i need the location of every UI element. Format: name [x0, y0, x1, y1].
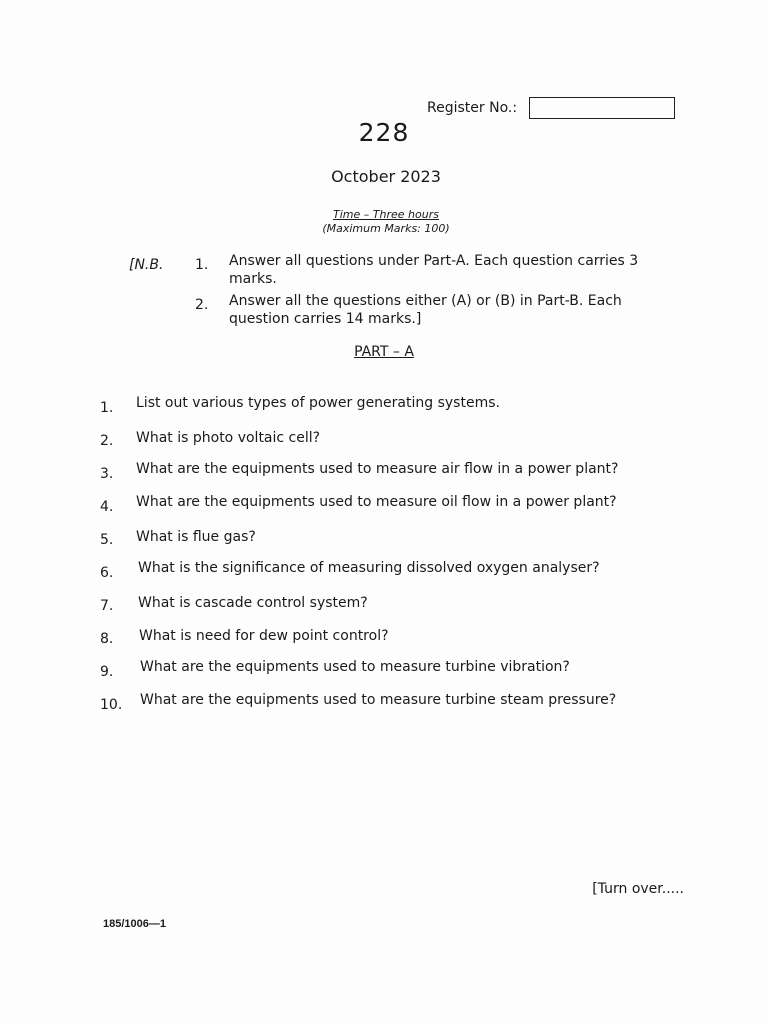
question-text: What is need for dew point control?: [139, 628, 389, 644]
question-text: What are the equipments used to measure oil flow in a power plant?: [136, 494, 617, 510]
question-text: What are the equipments used to measure turbine steam pressure?: [140, 692, 617, 708]
question-number: 3.: [100, 466, 114, 482]
question-number: 5.: [100, 532, 114, 548]
question-item: [100, 527, 700, 547]
question-text: What is cascade control system?: [138, 595, 368, 611]
part-a-heading: PART – A: [354, 344, 414, 360]
register-number-box[interactable]: [529, 97, 675, 119]
question-number: 9.: [100, 664, 114, 680]
question-item: [100, 593, 700, 613]
question-item: [100, 395, 700, 415]
instruction-number: 2.: [195, 297, 209, 313]
question-item: [100, 560, 700, 580]
question-number: 4.: [100, 499, 114, 515]
question-number: 1.: [100, 400, 114, 416]
maximum-marks: (Maximum Marks: 100): [322, 222, 450, 235]
question-text: What are the equipments used to measure air flow in a power plant?: [136, 461, 619, 477]
instruction-number: 1.: [195, 257, 209, 273]
register-number-label: Register No.:: [427, 100, 518, 116]
question-number: 7.: [100, 598, 114, 614]
exam-code-text: 228: [358, 118, 410, 147]
register-number-block: [427, 97, 675, 119]
exam-date: October 2023: [331, 167, 441, 186]
question-text: What is flue gas?: [136, 529, 256, 545]
exam-code: [0, 118, 768, 147]
question-text: List out various types of power generating systems.: [136, 395, 500, 411]
question-text: What are the equipments used to measure turbine vibration?: [140, 659, 570, 675]
question-item: [100, 659, 700, 679]
question-item: [100, 692, 700, 712]
question-text: What is photo voltaic cell?: [136, 430, 321, 446]
question-number: 2.: [100, 433, 114, 449]
time-duration: Time – Three hours: [333, 208, 439, 221]
question-item: [100, 626, 700, 646]
instruction-text: Answer all the questions either (A) or (B) in Part-B. Each question carries 14 marks.]: [229, 293, 622, 327]
time-block: [0, 208, 768, 236]
question-number: 10.: [100, 697, 123, 713]
question-item: [100, 428, 700, 448]
question-number: 6.: [100, 565, 114, 581]
nb-label: [N.B.: [129, 257, 164, 273]
question-item: [100, 461, 700, 481]
question-text: What is the significance of measuring dissolved oxygen analyser?: [138, 560, 600, 576]
question-number: 8.: [100, 631, 114, 647]
paper-code: 185/1006—1: [103, 918, 166, 930]
question-item: [100, 494, 700, 514]
turn-over-note: [Turn over.....: [592, 881, 684, 897]
instruction-text: Answer all questions under Part-A. Each question carries 3 marks.: [229, 253, 639, 287]
